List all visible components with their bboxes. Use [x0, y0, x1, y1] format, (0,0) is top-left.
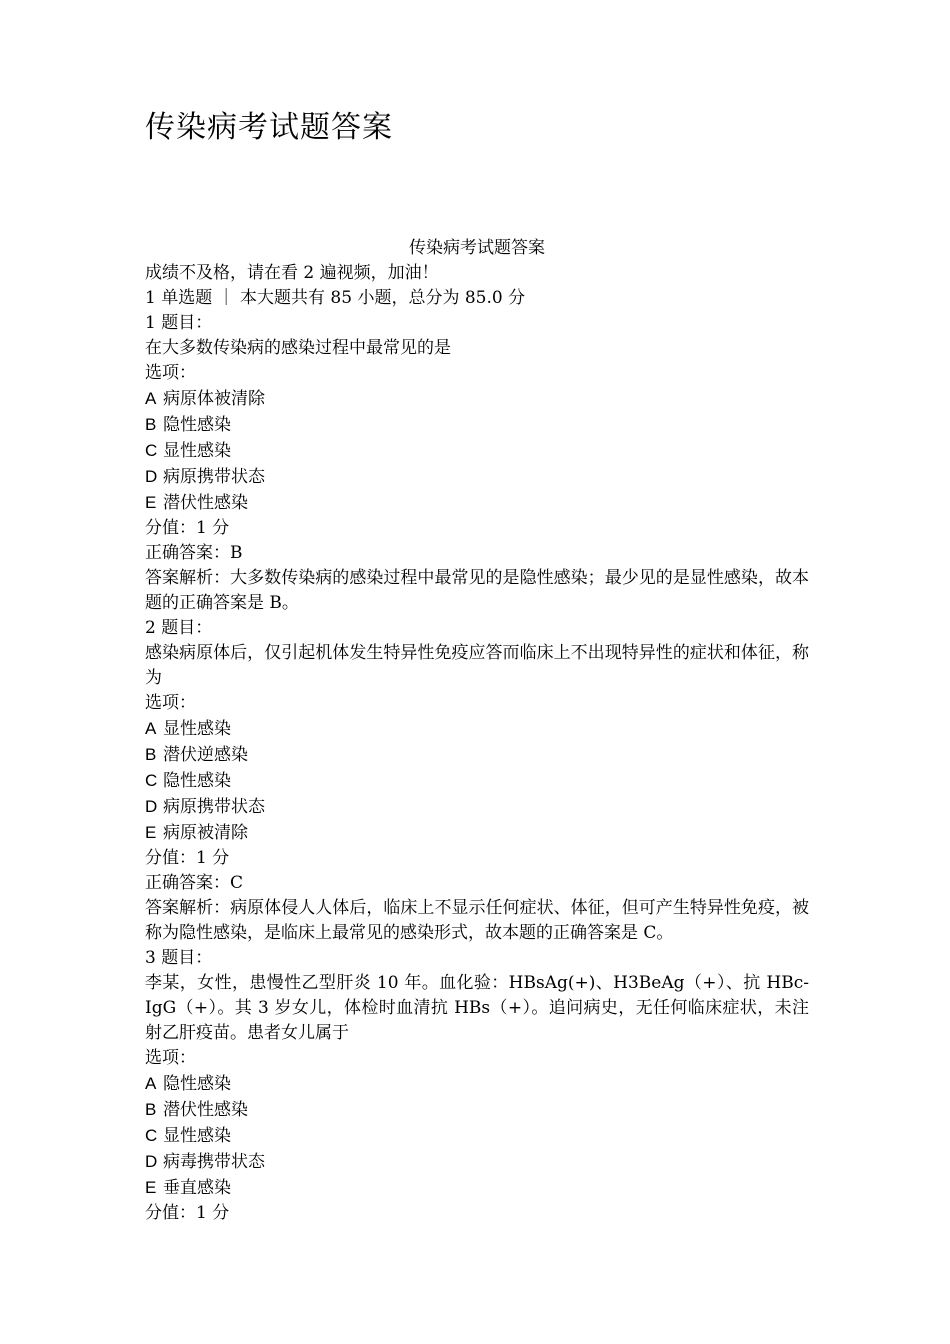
page-title: 传染病考试题答案	[145, 110, 393, 145]
question-stem: 李某，女性，患慢性乙型肝炎 10 年。血化验：HBsAg(+)、H3BeAg（+）、抗 HBc-IgG（+）。其 3 岁女儿，体检时血清抗 HBs（+）。追问病史，无任何临床症状，未注射乙肝疫苗。患者女儿属于	[145, 973, 809, 1043]
question-score: 分值：1 分	[145, 1203, 230, 1223]
option-item	[145, 438, 809, 464]
option-letter: E	[145, 823, 157, 842]
option-text: 显性感染	[163, 1126, 231, 1146]
option-text: 潜伏逆感染	[163, 745, 248, 765]
question-2	[145, 616, 809, 946]
option-item	[145, 716, 809, 742]
question-label: 1 题目：	[145, 313, 213, 333]
option-letter: B	[145, 745, 157, 764]
option-letter: D	[145, 467, 158, 486]
option-letter: E	[145, 493, 157, 512]
option-text: 潜伏性感染	[163, 1100, 248, 1120]
option-text: 隐性感染	[163, 771, 231, 791]
option-item	[145, 1149, 809, 1175]
option-text: 病原被清除	[163, 823, 248, 843]
option-text: 隐性感染	[163, 1074, 231, 1094]
option-text: 病原体被清除	[163, 389, 265, 409]
option-text: 潜伏性感染	[163, 493, 248, 513]
option-item	[145, 412, 809, 438]
option-letter: C	[145, 771, 158, 790]
option-letter: D	[145, 797, 158, 816]
option-item	[145, 794, 809, 820]
option-text: 病原携带状态	[163, 797, 265, 817]
option-item	[145, 1175, 809, 1201]
document-heading: 传染病考试题答案	[409, 238, 545, 258]
answer-analysis: 答案解析：病原体侵人人体后，临床上不显示任何症状、体征，但可产生特异性免疫，被称为隐性感染，是临床上最常见的感染形式，故本题的正确答案是 C。	[145, 898, 809, 943]
option-item	[145, 490, 809, 516]
option-item	[145, 1071, 809, 1097]
option-letter: C	[145, 1126, 158, 1145]
option-letter: E	[145, 1178, 157, 1197]
option-item	[145, 386, 809, 412]
question-3	[145, 946, 809, 1226]
option-letter: A	[145, 1074, 157, 1093]
option-list	[145, 1071, 809, 1201]
question-score: 分值：1 分	[145, 848, 230, 868]
section-header: 1 单选题 ｜ 本大题共有 85 小题，总分为 85.0 分	[145, 288, 526, 308]
option-text: 显性感染	[163, 441, 231, 461]
option-item	[145, 768, 809, 794]
options-label: 选项：	[145, 1048, 196, 1068]
option-text: 病毒携带状态	[163, 1152, 265, 1172]
option-list	[145, 386, 809, 516]
option-letter: D	[145, 1152, 158, 1171]
options-label: 选项：	[145, 693, 196, 713]
answer-analysis: 答案解析：大多数传染病的感染过程中最常见的是隐性感染；最少见的是显性感染，故本题的正确答案是 B。	[145, 568, 809, 613]
option-list	[145, 716, 809, 846]
option-text: 显性感染	[163, 719, 231, 739]
correct-answer: 正确答案：C	[145, 873, 244, 893]
option-item	[145, 742, 809, 768]
question-label: 2 题目：	[145, 618, 213, 638]
option-item	[145, 464, 809, 490]
correct-answer: 正确答案：B	[145, 543, 243, 563]
options-label: 选项：	[145, 363, 196, 383]
question-stem: 在大多数传染病的感染过程中最常见的是	[145, 338, 451, 358]
intro-text: 成绩不及格，请在看 2 遍视频，加油！	[145, 263, 439, 283]
option-text: 病原携带状态	[163, 467, 265, 487]
option-letter: A	[145, 389, 157, 408]
option-letter: A	[145, 719, 157, 738]
option-item	[145, 820, 809, 846]
option-text: 隐性感染	[163, 415, 231, 435]
question-label: 3 题目：	[145, 948, 213, 968]
option-letter: B	[145, 1100, 157, 1119]
document-body	[145, 236, 809, 1226]
option-item	[145, 1097, 809, 1123]
option-letter: C	[145, 441, 158, 460]
question-stem: 感染病原体后，仅引起机体发生特异性免疫应答而临床上不出现特异性的症状和体征，称为	[145, 643, 809, 688]
option-item	[145, 1123, 809, 1149]
question-1	[145, 311, 809, 616]
option-letter: B	[145, 415, 157, 434]
question-score: 分值：1 分	[145, 518, 230, 538]
option-text: 垂直感染	[163, 1178, 231, 1198]
